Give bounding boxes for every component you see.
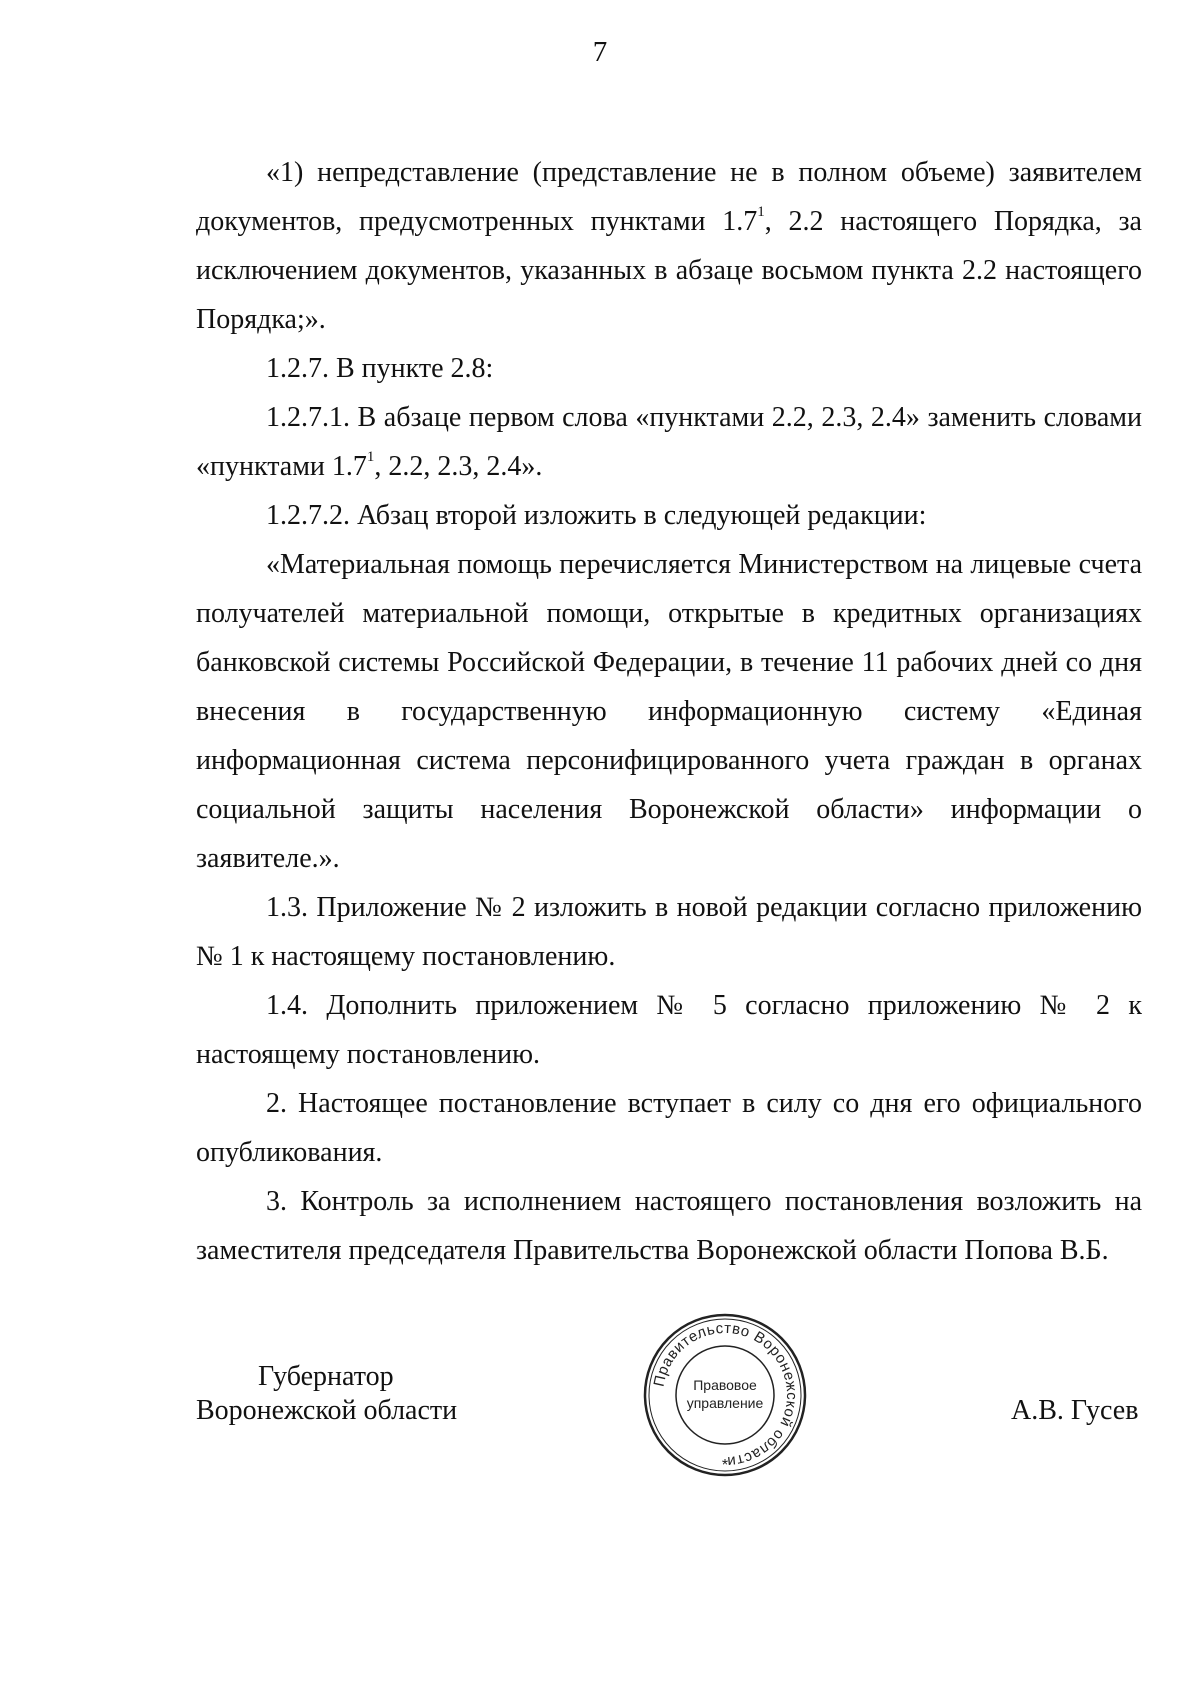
paragraph-3: 3. Контроль за исполнением настоящего постановления возложить на заместителя председателя Правительства Воронежской области Попова В.Б. [196, 1186, 1142, 1266]
position-line: Воронежской области [196, 1395, 458, 1426]
paragraph-2: 2. Настоящее постановление вступает в силу со дня его официального опубликования. [196, 1088, 1142, 1168]
paragraph-1-3: 1.3. Приложение № 2 изложить в новой редакции согласно приложению № 1 к настоящему постановлению. [196, 892, 1142, 972]
paragraph-text: 1.2.7.1. В абзаце первом слова «пунктами 2.2, 2.3, 2.4» заменить словами «пунктами 1.7 [196, 402, 1142, 482]
seal-center-line: Правовое [693, 1377, 757, 1393]
paragraph-text: , 2.2 настоящего Порядка, за исключением документов, указанных в абзаце восьмом пункта 2.2 настоящего Порядка;». [196, 206, 1142, 335]
paragraph-1-4: 1.4. Дополнить приложением № 5 согласно приложению № 2 к настоящему постановлению. [196, 990, 1142, 1070]
paragraph-1-2-7-1 [196, 393, 1142, 491]
superscript: 1 [366, 449, 375, 465]
superscript: 1 [757, 204, 765, 220]
seal-center-line: управление [686, 1395, 764, 1411]
signatory-name: А.В. Гусев [1011, 1395, 1139, 1426]
signatory-position [196, 1360, 457, 1428]
paragraph-reasons [196, 148, 1142, 344]
seal-star: * [721, 1457, 729, 1474]
paragraph-text: , 2.2, 2.3, 2.4». [374, 451, 543, 482]
seal-ring-text: Правительство Воронежской области [650, 1319, 801, 1471]
page-number: 7 [592, 36, 608, 68]
official-seal [640, 1310, 810, 1480]
paragraph-material-aid: «Материальная помощь перечисляется Министерством на лицевые счета получателей материальной помощи, открытые в кредитных организациях банковской системы Российской Федерации, в течение 11 рабочих дней со дня внесения в государственную информационную систему «Единая информационная система персонифицированного учета граждан в органах социальной защиты населения Воронежской области» информации о заявителе.». [196, 549, 1142, 874]
position-line: Губернатор [258, 1361, 394, 1392]
paragraph-1-2-7: 1.2.7. В пункте 2.8: [266, 353, 494, 384]
paragraph-1-2-7-2: 1.2.7.2. Абзац второй изложить в следующей редакции: [266, 500, 927, 531]
paragraph-text: «1) непредставление (представление не в полном объеме) заявителем документов, предусмотренных пунктами 1.7 [196, 157, 1142, 237]
